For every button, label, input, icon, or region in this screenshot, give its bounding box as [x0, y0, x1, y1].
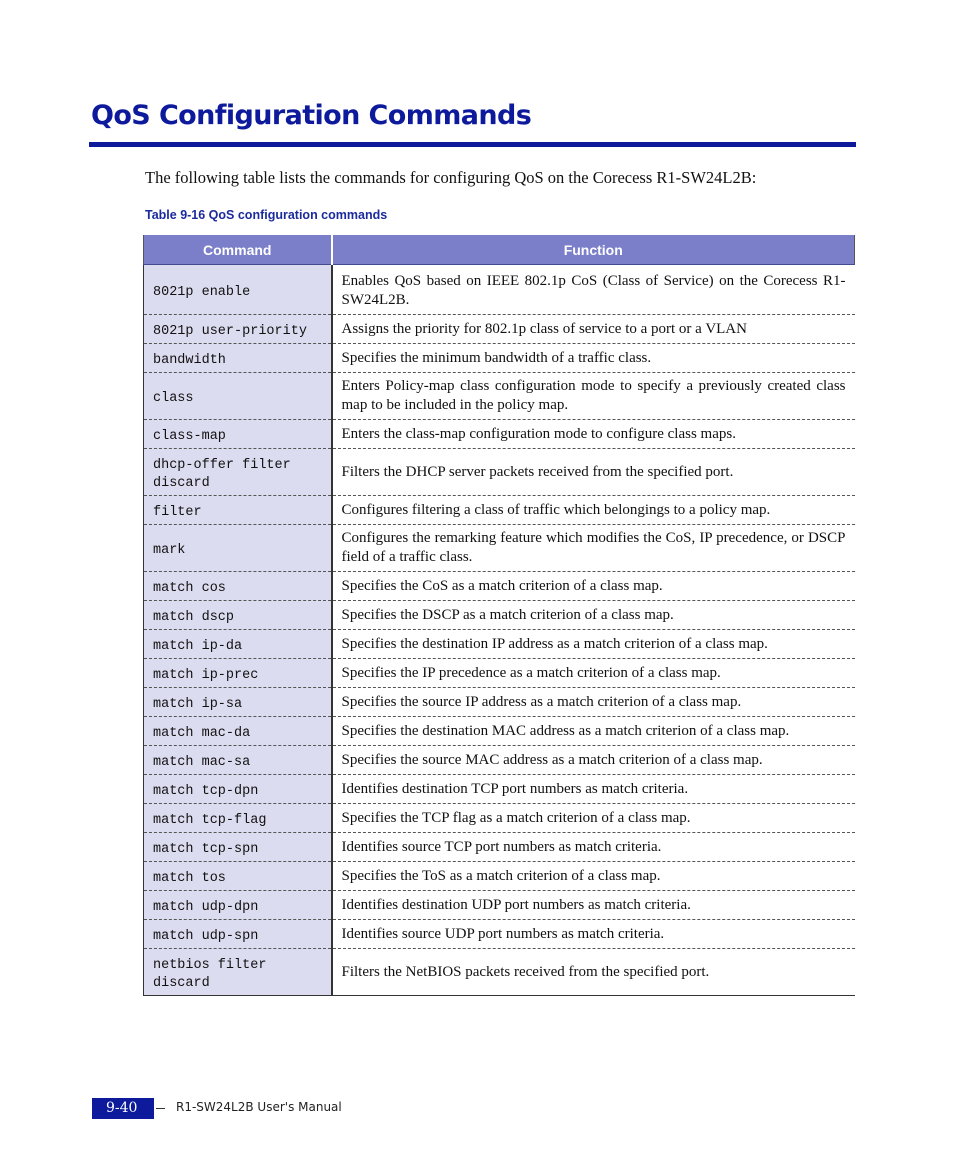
table-row	[144, 890, 855, 919]
command-cell: match tos	[144, 861, 332, 890]
command-cell: match tcp-flag	[144, 803, 332, 832]
table-row	[144, 716, 855, 745]
command-cell: match udp-spn	[144, 919, 332, 948]
command-cell: match udp-dpn	[144, 890, 332, 919]
command-cell: dhcp-offer filter discard	[144, 448, 332, 495]
table-row	[144, 419, 855, 448]
table-row	[144, 448, 855, 495]
function-cell: Enters Policy-map class configuration mode to specify a previously created class map to be included in the policy map.	[332, 372, 855, 419]
function-cell: Specifies the source IP address as a match criterion of a class map.	[332, 687, 855, 716]
function-cell: Configures filtering a class of traffic which belongings to a policy map.	[332, 495, 855, 524]
command-cell: bandwidth	[144, 343, 332, 372]
table-header-row	[144, 235, 855, 265]
function-cell: Specifies the IP precedence as a match criterion of a class map.	[332, 658, 855, 687]
function-cell: Specifies the source MAC address as a match criterion of a class map.	[332, 745, 855, 774]
header-command: Command	[144, 235, 332, 265]
function-cell: Identifies destination UDP port numbers as match criteria.	[332, 890, 855, 919]
function-cell: Identifies source UDP port numbers as match criteria.	[332, 919, 855, 948]
table-row	[144, 600, 855, 629]
table-row	[144, 571, 855, 600]
table-row	[144, 267, 855, 314]
command-cell: match cos	[144, 571, 332, 600]
command-cell: match tcp-dpn	[144, 774, 332, 803]
table-row	[144, 861, 855, 890]
table-caption: Table 9-16 QoS configuration commands	[145, 208, 388, 222]
table-row	[144, 832, 855, 861]
table-body	[144, 265, 855, 996]
function-cell: Specifies the CoS as a match criterion of a class map.	[332, 571, 855, 600]
table-row	[144, 919, 855, 948]
qos-commands-table	[143, 235, 855, 996]
command-cell: 8021p enable	[144, 267, 332, 314]
function-cell: Specifies the destination MAC address as a match criterion of a class map.	[332, 716, 855, 745]
intro-paragraph: The following table lists the commands for configuring QoS on the Corecess R1-SW24L2B:	[145, 168, 757, 187]
function-cell: Specifies the ToS as a match criterion of a class map.	[332, 861, 855, 890]
page-title: QoS Configuration Commands	[91, 100, 532, 131]
command-cell: mark	[144, 524, 332, 571]
table-row	[144, 372, 855, 419]
table-row	[144, 687, 855, 716]
function-cell: Specifies the destination IP address as a match criterion of a class map.	[332, 629, 855, 658]
function-cell: Identifies destination TCP port numbers as match criteria.	[332, 774, 855, 803]
command-cell: match ip-sa	[144, 687, 332, 716]
table-row	[144, 314, 855, 343]
table-row	[144, 745, 855, 774]
command-cell: match ip-da	[144, 629, 332, 658]
table-row	[144, 629, 855, 658]
command-cell: 8021p user-priority	[144, 314, 332, 343]
table-row	[144, 495, 855, 524]
function-cell: Filters the DHCP server packets received from the specified port.	[332, 448, 855, 495]
function-cell: Specifies the DSCP as a match criterion of a class map.	[332, 600, 855, 629]
table-row	[144, 524, 855, 571]
command-cell: class-map	[144, 419, 332, 448]
command-cell: match mac-da	[144, 716, 332, 745]
function-cell: Assigns the priority for 802.1p class of service to a port or a VLAN	[332, 314, 855, 343]
function-cell: Specifies the minimum bandwidth of a traffic class.	[332, 343, 855, 372]
function-cell: Specifies the TCP flag as a match criterion of a class map.	[332, 803, 855, 832]
function-cell: Identifies source TCP port numbers as match criteria.	[332, 832, 855, 861]
table-row	[144, 658, 855, 687]
command-cell: match dscp	[144, 600, 332, 629]
command-cell: filter	[144, 495, 332, 524]
command-cell: match ip-prec	[144, 658, 332, 687]
table-row	[144, 948, 855, 995]
command-cell: match mac-sa	[144, 745, 332, 774]
command-cell: match tcp-spn	[144, 832, 332, 861]
table-row	[144, 774, 855, 803]
command-cell: netbios filter discard	[144, 948, 332, 995]
page-number: 9-40	[92, 1098, 154, 1119]
function-cell: Enables QoS based on IEEE 802.1p CoS (Class of Service) on the Corecess R1-SW24L2B.	[332, 267, 855, 314]
footer-dash	[156, 1108, 165, 1109]
table-row	[144, 343, 855, 372]
function-cell: Filters the NetBIOS packets received from the specified port.	[332, 948, 855, 995]
function-cell: Enters the class-map configuration mode to configure class maps.	[332, 419, 855, 448]
footer-manual-title: R1-SW24L2B User's Manual	[176, 1100, 342, 1114]
table-row	[144, 803, 855, 832]
title-rule	[89, 142, 856, 147]
header-function: Function	[332, 235, 855, 265]
command-cell: class	[144, 372, 332, 419]
function-cell: Configures the remarking feature which modifies the CoS, IP precedence, or DSCP field of a traffic class.	[332, 524, 855, 571]
